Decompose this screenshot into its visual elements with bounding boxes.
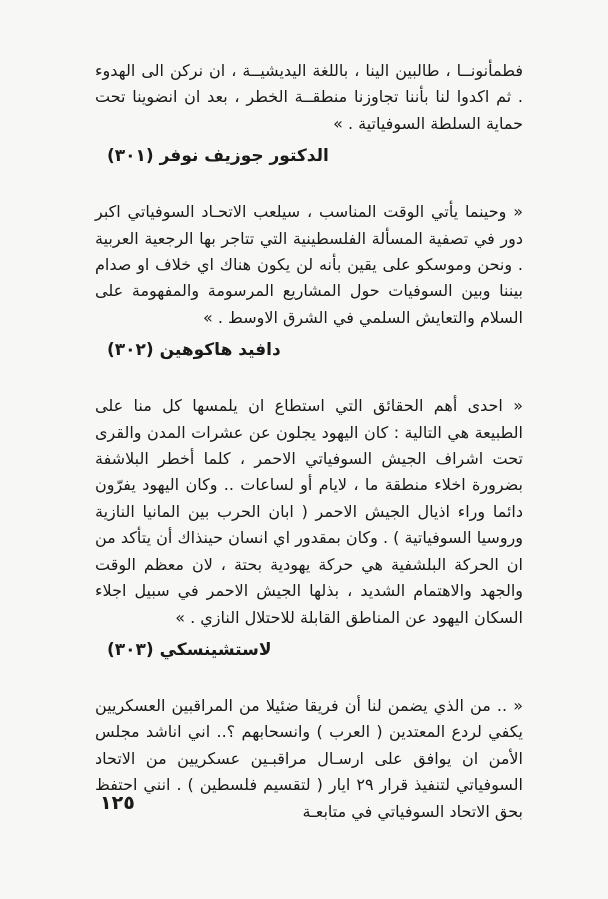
quote-paragraph: « احدى أهم الحقائق التي استطاع ان يلمسها كل منا على الطبيعة هي التالية : كان اليهود يجلون عن عشرات المدن والقرى تحت اشراف الجيش السوفياتي الاحمر ، كلما أخطر البلاشفة بضرورة اخلاء منطقة ما ، لايام أو لساعات .. وكان اليهود يفرّون دائما وراء اذيال الجيش الاحمر ( ابان الحرب بين المانيا النازية وروسيا السوفياتية ) . وكان بمقدور اي انسان حينذاك أن يتأكد من ان الحركة البلشفية هي حركة يهودية بحتة ، لان معظم الوقت والجهد والاهتمام الشديد ، بذلها الجيش الاحمر في سبيل اجلاء السكان اليهود عن المناطق القابلة للاحتلال النازي . » xyxy=(95,396,523,627)
heading-text: لاستشينسكي (٣٠٣) xyxy=(107,639,272,660)
quote-author-heading xyxy=(95,337,523,363)
heading-text: دافيد هاكوهين (٣٠٢) xyxy=(107,340,281,361)
body-paragraph: فطمأنونــا ، طالبين الينا ، باللغة اليديشيــة ، ان نركن الى الهدوء . ثم اكدوا لنا بأننا تجاوزنا منطقــة الخطر ، بعد ان انضوينا تحت حماية السلطة السوفياتية . » xyxy=(95,61,523,133)
quote-paragraph: « .. من الذي يضمن لنا أن فريقا ضئيلا من المراقبين العسكريين يكفي لردع المعتدين ( العرب ) وانسحابهم ؟.. اني اناشد مجلس الأمن ان يوافق على ارسـال مراقبـين عسكريين من الاتحاد السوفياتي لتنفيذ قرار ٢٩ ايار ( لتقسيم فلسطين ) . انني احتفظ بحق الاتحاد السوفياتي في متابعـة xyxy=(95,695,523,821)
quote-paragraph: « وحينما يأتي الوقت المناسب ، سيلعب الاتحـاد السوفياتي اكبر دور في تصفية المسألة الفلسطينية التي تتاجر بها الرجعية العربية . ونحن وموسكو على يقين بأنه لن يكون هناك اي خلاف او صدام بيننا وبين السوفيات حول المشاريع المرسومة والمفهومة على السلام والتعايش السلمي في الشرق الاوسط . » xyxy=(95,202,523,327)
page-text xyxy=(95,58,523,825)
quote-author-heading xyxy=(95,143,523,169)
heading-text: الدكتور جوزيف نوفر (٣٠١) xyxy=(107,146,329,167)
page-number: ١٢٥ xyxy=(100,792,135,814)
quote-author-heading xyxy=(95,637,523,663)
